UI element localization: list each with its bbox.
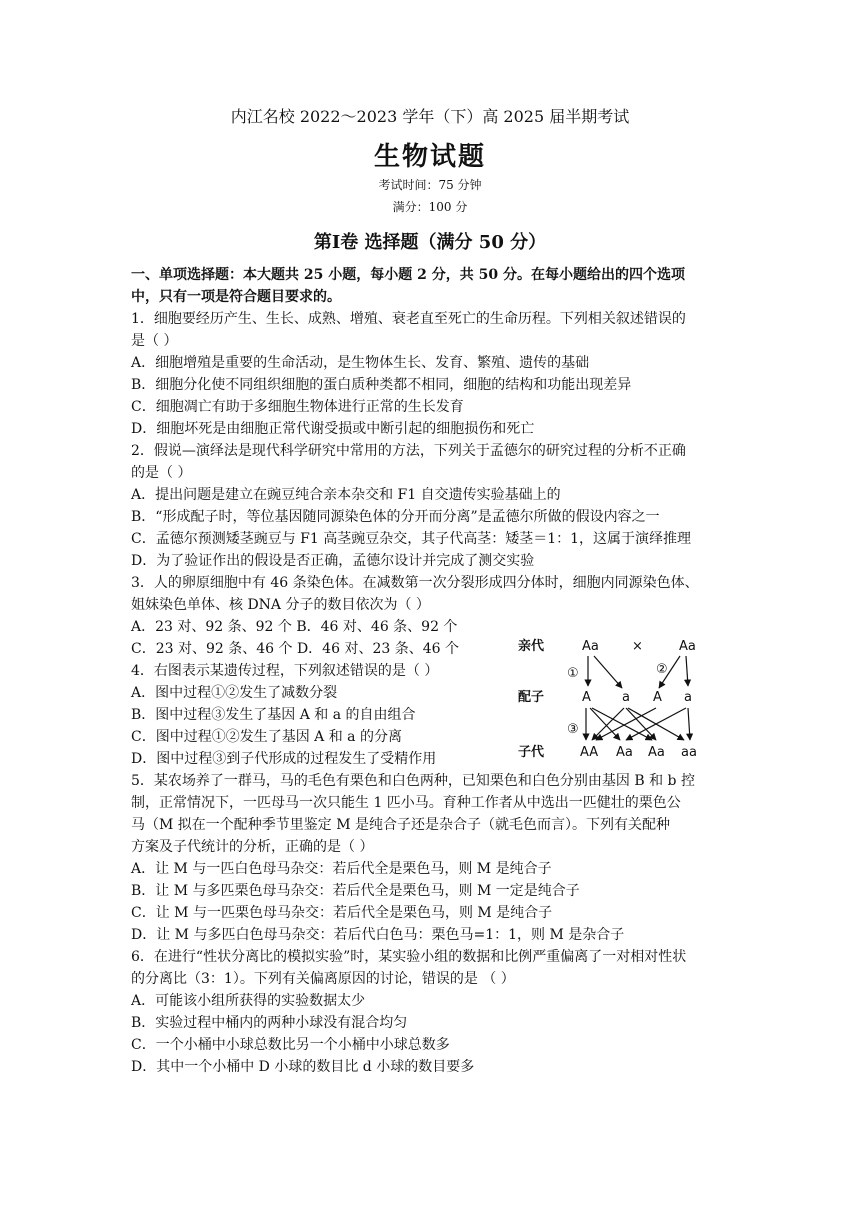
answer-option: C．图中过程①②发生了基因 A 和 a 的分离: [131, 729, 402, 745]
answer-option: C．23 对、92 条、46 个 D．46 对、23 条、46 个: [131, 641, 459, 657]
answer-option: A．细胞增殖是重要的生命活动，是生物体生长、发育、繁殖、遗传的基础: [131, 355, 590, 371]
row-label-offspring: 子代: [518, 745, 545, 760]
full-score: 满分：100 分: [392, 200, 468, 214]
offspring-genotype: Aa: [648, 745, 665, 760]
exam-time: 考试时间：75 分钟: [378, 178, 482, 192]
question-stem: 3．人的卵原细胞中有 46 条染色体。在减数第一次分裂形成四分体时，细胞内同源染色体、: [131, 575, 699, 591]
question-stem: 制，正常情况下，一匹母马一次只能生 1 匹小马。育种工作者从中选出一匹健壮的栗色公: [131, 795, 681, 811]
answer-option: B．细胞分化使不同组织细胞的蛋白质种类都不相同，细胞的结构和功能出现差异: [131, 377, 632, 393]
subject-title: 生物试题: [373, 142, 486, 172]
answer-option: D．细胞坏死是由细胞正常代谢受损或中断引起的细胞损伤和死亡: [131, 421, 535, 437]
question-stem: 方案及子代统计的分析，正确的是（ ）: [131, 839, 374, 855]
question-stem: 5．某农场养了一群马，马的毛色有栗色和白色两种，已知栗色和白色分别由基因 B 和 b 控: [131, 773, 695, 789]
answer-option: A．图中过程①②发生了减数分裂: [131, 685, 338, 701]
answer-option: D．图中过程③到子代形成的过程发生了受精作用: [131, 751, 437, 767]
section-instruction: 中，只有一项是符合题目要求的。: [131, 289, 341, 305]
question-stem: 姐妹染色单体、核 DNA 分子的数目依次为（ ）: [131, 597, 430, 613]
answer-option: B．实验过程中桶内的两种小球没有混合均匀: [131, 1015, 408, 1031]
row-label-parents: 亲代: [518, 639, 545, 654]
answer-option: A．让 M 与一匹白色母马杂交：若后代全是栗色马，则 M 是纯合子: [131, 861, 552, 877]
parent-genotype: Aa: [679, 639, 696, 654]
gamete: a: [622, 690, 630, 705]
gamete: A: [582, 690, 591, 705]
meiosis-arrows: [588, 656, 688, 688]
answer-option: D．让 M 与多匹白色母马杂交：若后代白色马：栗色马=1：1，则 M 是杂合子: [131, 927, 625, 943]
answer-option: C．一个小桶中小球总数比另一个小桶中小球总数多: [131, 1037, 450, 1053]
answer-option: A．可能该小组所获得的实验数据太少: [131, 993, 366, 1009]
question-stem: 6．在进行“性状分离比的模拟实验”时，某实验小组的数据和比例严重偏离了一对相对性状: [131, 949, 687, 965]
gamete: A: [653, 690, 662, 705]
process-mark: ②: [656, 662, 668, 677]
answer-option: C．让 M 与一匹栗色母马杂交：若后代全是栗色马，则 M 是纯合子: [131, 905, 553, 921]
gamete: a: [684, 690, 692, 705]
answer-option: C．孟德尔预测矮茎豌豆与 F1 高茎豌豆杂交，其子代高茎：矮茎＝1：1，这属于演绎推理: [131, 531, 692, 547]
part-title: 第Ⅰ卷 选择题（满分 50 分）: [313, 232, 547, 253]
answer-option: A．提出问题是建立在豌豆纯合亲本杂交和 F1 自交遗传实验基础上的: [131, 487, 561, 503]
question-stem: 马（M 拟在一个配种季节里鉴定 M 是纯合子还是杂合子（就毛色而言）。下列有关配种: [131, 817, 671, 833]
answer-option: A．23 对、92 条、92 个 B．46 对、46 条、92 个: [131, 619, 458, 635]
process-mark: ③: [567, 722, 579, 737]
cross-sign: ×: [632, 639, 643, 654]
answer-option: D．其中一个小桶中 D 小球的数目比 d 小球的数目要多: [131, 1059, 475, 1075]
process-mark: ①: [567, 666, 579, 681]
section-instruction: 一、单项选择题：本大题共 25 小题，每小题 2 分，共 50 分。在每小题给出的四个选项: [131, 267, 685, 283]
question-stem: 是（ ）: [131, 333, 178, 349]
answer-option: B．“形成配子时，等位基因随同源染色体的分开而分离”是孟德尔所做的假设内容之一: [131, 509, 660, 525]
question-stem: 的是（ ）: [131, 465, 192, 481]
offspring-genotype: AA: [580, 745, 599, 760]
question-stem: 的分离比（3：1）。下列有关偏离原因的讨论，错误的是 （ ）: [131, 971, 515, 987]
school-line: 内江名校 2022～2023 学年（下）高 2025 届半期考试: [230, 107, 630, 126]
fertilization-arrows: [586, 708, 690, 740]
question-stem: 4．右图表示某遗传过程，下列叙述错误的是（ ）: [131, 663, 439, 679]
row-label-gametes: 配子: [518, 690, 545, 705]
offspring-genotype: Aa: [616, 745, 633, 760]
question-stem: 1．细胞要经历产生、生长、成熟、增殖、衰老直至死亡的生命历程。下列相关叙述错误的: [131, 311, 686, 327]
answer-option: D．为了验证作出的假设是否正确，孟德尔设计并完成了测交实验: [131, 553, 535, 569]
question-stem: 2．假说—演绎法是现代科学研究中常用的方法，下列关于孟德尔的研究过程的分析不正确: [131, 443, 686, 459]
parent-genotype: Aa: [582, 639, 599, 654]
answer-option: B．图中过程③发生了基因 A 和 a 的自由组合: [131, 707, 416, 723]
offspring-genotype: aa: [681, 745, 697, 760]
inheritance-diagram: [516, 630, 712, 770]
answer-option: C．细胞凋亡有助于多细胞生物体进行正常的生长发育: [131, 399, 464, 415]
answer-option: B．让 M 与多匹栗色母马杂交：若后代全是栗色马，则 M 一定是纯合子: [131, 883, 580, 899]
